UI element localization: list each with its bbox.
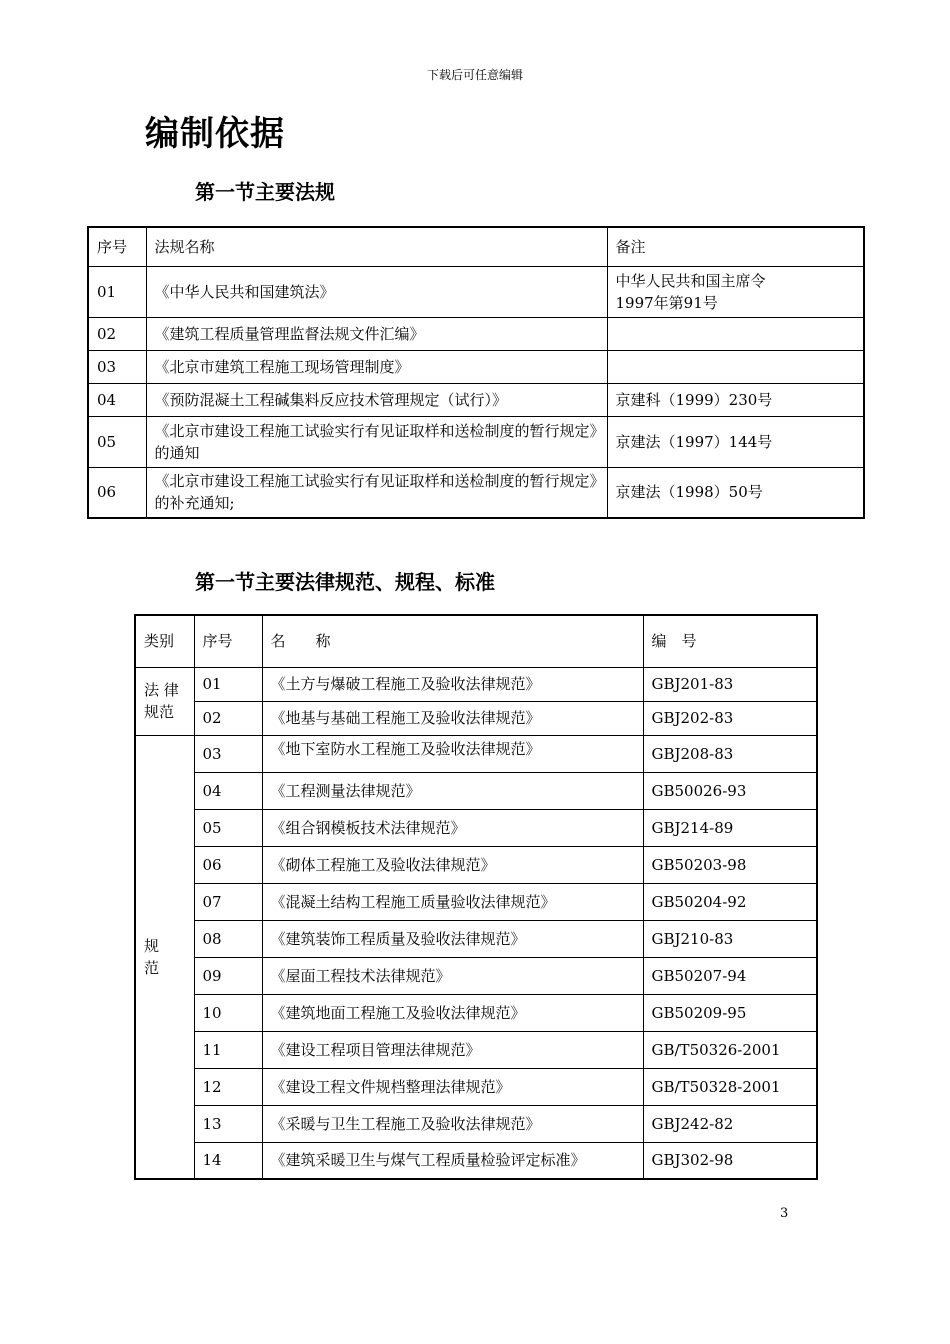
table-row: [135, 735, 817, 772]
standard-name: 《地基与基础工程施工及验收法律规范》: [262, 701, 643, 735]
column-header: 名 称: [262, 615, 643, 667]
regulation-name: 《北京市建设工程施工试验实行有见证取样和送检制度的暂行规定》的补充通知;: [146, 467, 607, 518]
row-number: 06: [88, 467, 146, 518]
row-number: 14: [194, 1142, 262, 1179]
standard-name: 《混凝土结构工程施工质量验收法律规范》: [262, 883, 643, 920]
standard-name: 《建筑地面工程施工及验收法律规范》: [262, 994, 643, 1031]
table-header-row: [88, 227, 864, 266]
table-row: [135, 772, 817, 809]
standard-code: GBJ242-82: [643, 1105, 817, 1142]
table-row: [88, 416, 864, 467]
standard-code: GBJ208-83: [643, 735, 817, 772]
section1-heading: 第一节主要法规: [195, 180, 335, 204]
regulation-name: 《预防混凝土工程碱集料反应技术管理规定（试行）》: [146, 383, 607, 416]
table-row: [135, 994, 817, 1031]
standard-code: GBJ214-89: [643, 809, 817, 846]
row-number: 09: [194, 957, 262, 994]
table-row: [135, 920, 817, 957]
standard-code: GB50026-93: [643, 772, 817, 809]
regulation-note: 京建法（1998）50号: [607, 467, 864, 518]
row-number: 05: [88, 416, 146, 467]
table-row: [135, 809, 817, 846]
standard-code: GB50204-92: [643, 883, 817, 920]
row-number: 01: [88, 266, 146, 317]
regulations-table: [87, 226, 865, 519]
standard-code: GB50203-98: [643, 846, 817, 883]
regulation-note: [607, 350, 864, 383]
row-number: 03: [194, 735, 262, 772]
standard-code: GB/T50328-2001: [643, 1068, 817, 1105]
row-number: 01: [194, 667, 262, 701]
column-header: 法规名称: [146, 227, 607, 266]
row-number: 05: [194, 809, 262, 846]
category-cell: [135, 667, 194, 735]
table-row: [88, 383, 864, 416]
standard-name: 《工程测量法律规范》: [262, 772, 643, 809]
row-number: 04: [194, 772, 262, 809]
category-cell: [135, 735, 194, 1179]
regulation-note: 京建科（1999）230号: [607, 383, 864, 416]
standard-name: 《建设工程项目管理法律规范》: [262, 1031, 643, 1068]
column-header: 编 号: [643, 615, 817, 667]
table-row: [135, 1105, 817, 1142]
regulation-note: 京建法（1997）144号: [607, 416, 864, 467]
table-row: [88, 317, 864, 350]
regulation-name: 《北京市建筑工程施工现场管理制度》: [146, 350, 607, 383]
note-line: 中华人民共和国主席令: [615, 271, 766, 290]
table-row: [135, 1068, 817, 1105]
standard-code: GBJ201-83: [643, 667, 817, 701]
table-row: [135, 701, 817, 735]
row-number: 08: [194, 920, 262, 957]
row-number: 12: [194, 1068, 262, 1105]
page-number: 3: [780, 1206, 789, 1221]
table-row: [88, 467, 864, 518]
standard-name: 《土方与爆破工程施工及验收法律规范》: [262, 667, 643, 701]
standard-code: GBJ302-98: [643, 1142, 817, 1179]
row-number: 02: [194, 701, 262, 735]
row-number: 11: [194, 1031, 262, 1068]
standard-code: GB/T50326-2001: [643, 1031, 817, 1068]
category-line: 范: [144, 958, 160, 977]
regulation-name: 《北京市建设工程施工试验实行有见证取样和送检制度的暂行规定》的通知: [146, 416, 607, 467]
table-header-row: [135, 615, 817, 667]
row-number: 07: [194, 883, 262, 920]
regulation-name: 《中华人民共和国建筑法》: [146, 266, 607, 317]
standard-name: 《屋面工程技术法律规范》: [262, 957, 643, 994]
row-number: 13: [194, 1105, 262, 1142]
row-number: 02: [88, 317, 146, 350]
row-number: 06: [194, 846, 262, 883]
category-line: 规: [144, 936, 160, 955]
column-header: 序号: [88, 227, 146, 266]
column-header: 类别: [135, 615, 194, 667]
document-title: 编制依据: [145, 114, 285, 154]
table-row: [88, 266, 864, 317]
standard-code: GBJ210-83: [643, 920, 817, 957]
standards-table: [134, 614, 818, 1180]
page-header: 下载后可任意编辑: [426, 68, 523, 82]
standard-name: 《组合钢模板技术法律规范》: [262, 809, 643, 846]
note-line: 1997年第91号: [615, 293, 718, 312]
standard-name: 《建设工程文件规档整理法律规范》: [262, 1068, 643, 1105]
regulation-note: [607, 266, 864, 317]
standard-name: 《建筑采暖卫生与煤气工程质量检验评定标准》: [262, 1142, 643, 1179]
category-line: 法 律: [144, 681, 179, 699]
row-number: 03: [88, 350, 146, 383]
standard-name: 《地下室防水工程施工及验收法律规范》: [262, 735, 643, 772]
table-row: [135, 957, 817, 994]
table-row: [88, 350, 864, 383]
standard-name: 《砌体工程施工及验收法律规范》: [262, 846, 643, 883]
table-row: [135, 1142, 817, 1179]
standard-name: 《采暖与卫生工程施工及验收法律规范》: [262, 1105, 643, 1142]
section2-heading: 第一节主要法律规范、规程、标准: [195, 570, 495, 594]
standard-code: GBJ202-83: [643, 701, 817, 735]
regulation-note: [607, 317, 864, 350]
table-row: [135, 1031, 817, 1068]
table-row: [135, 846, 817, 883]
column-header: 备注: [607, 227, 864, 266]
standard-code: GB50209-95: [643, 994, 817, 1031]
table-row: [135, 883, 817, 920]
category-line: 规范: [144, 703, 175, 721]
column-header: 序号: [194, 615, 262, 667]
standard-name: 《建筑装饰工程质量及验收法律规范》: [262, 920, 643, 957]
table-row: [135, 667, 817, 701]
regulation-name: 《建筑工程质量管理监督法规文件汇编》: [146, 317, 607, 350]
row-number: 04: [88, 383, 146, 416]
row-number: 10: [194, 994, 262, 1031]
standard-code: GB50207-94: [643, 957, 817, 994]
